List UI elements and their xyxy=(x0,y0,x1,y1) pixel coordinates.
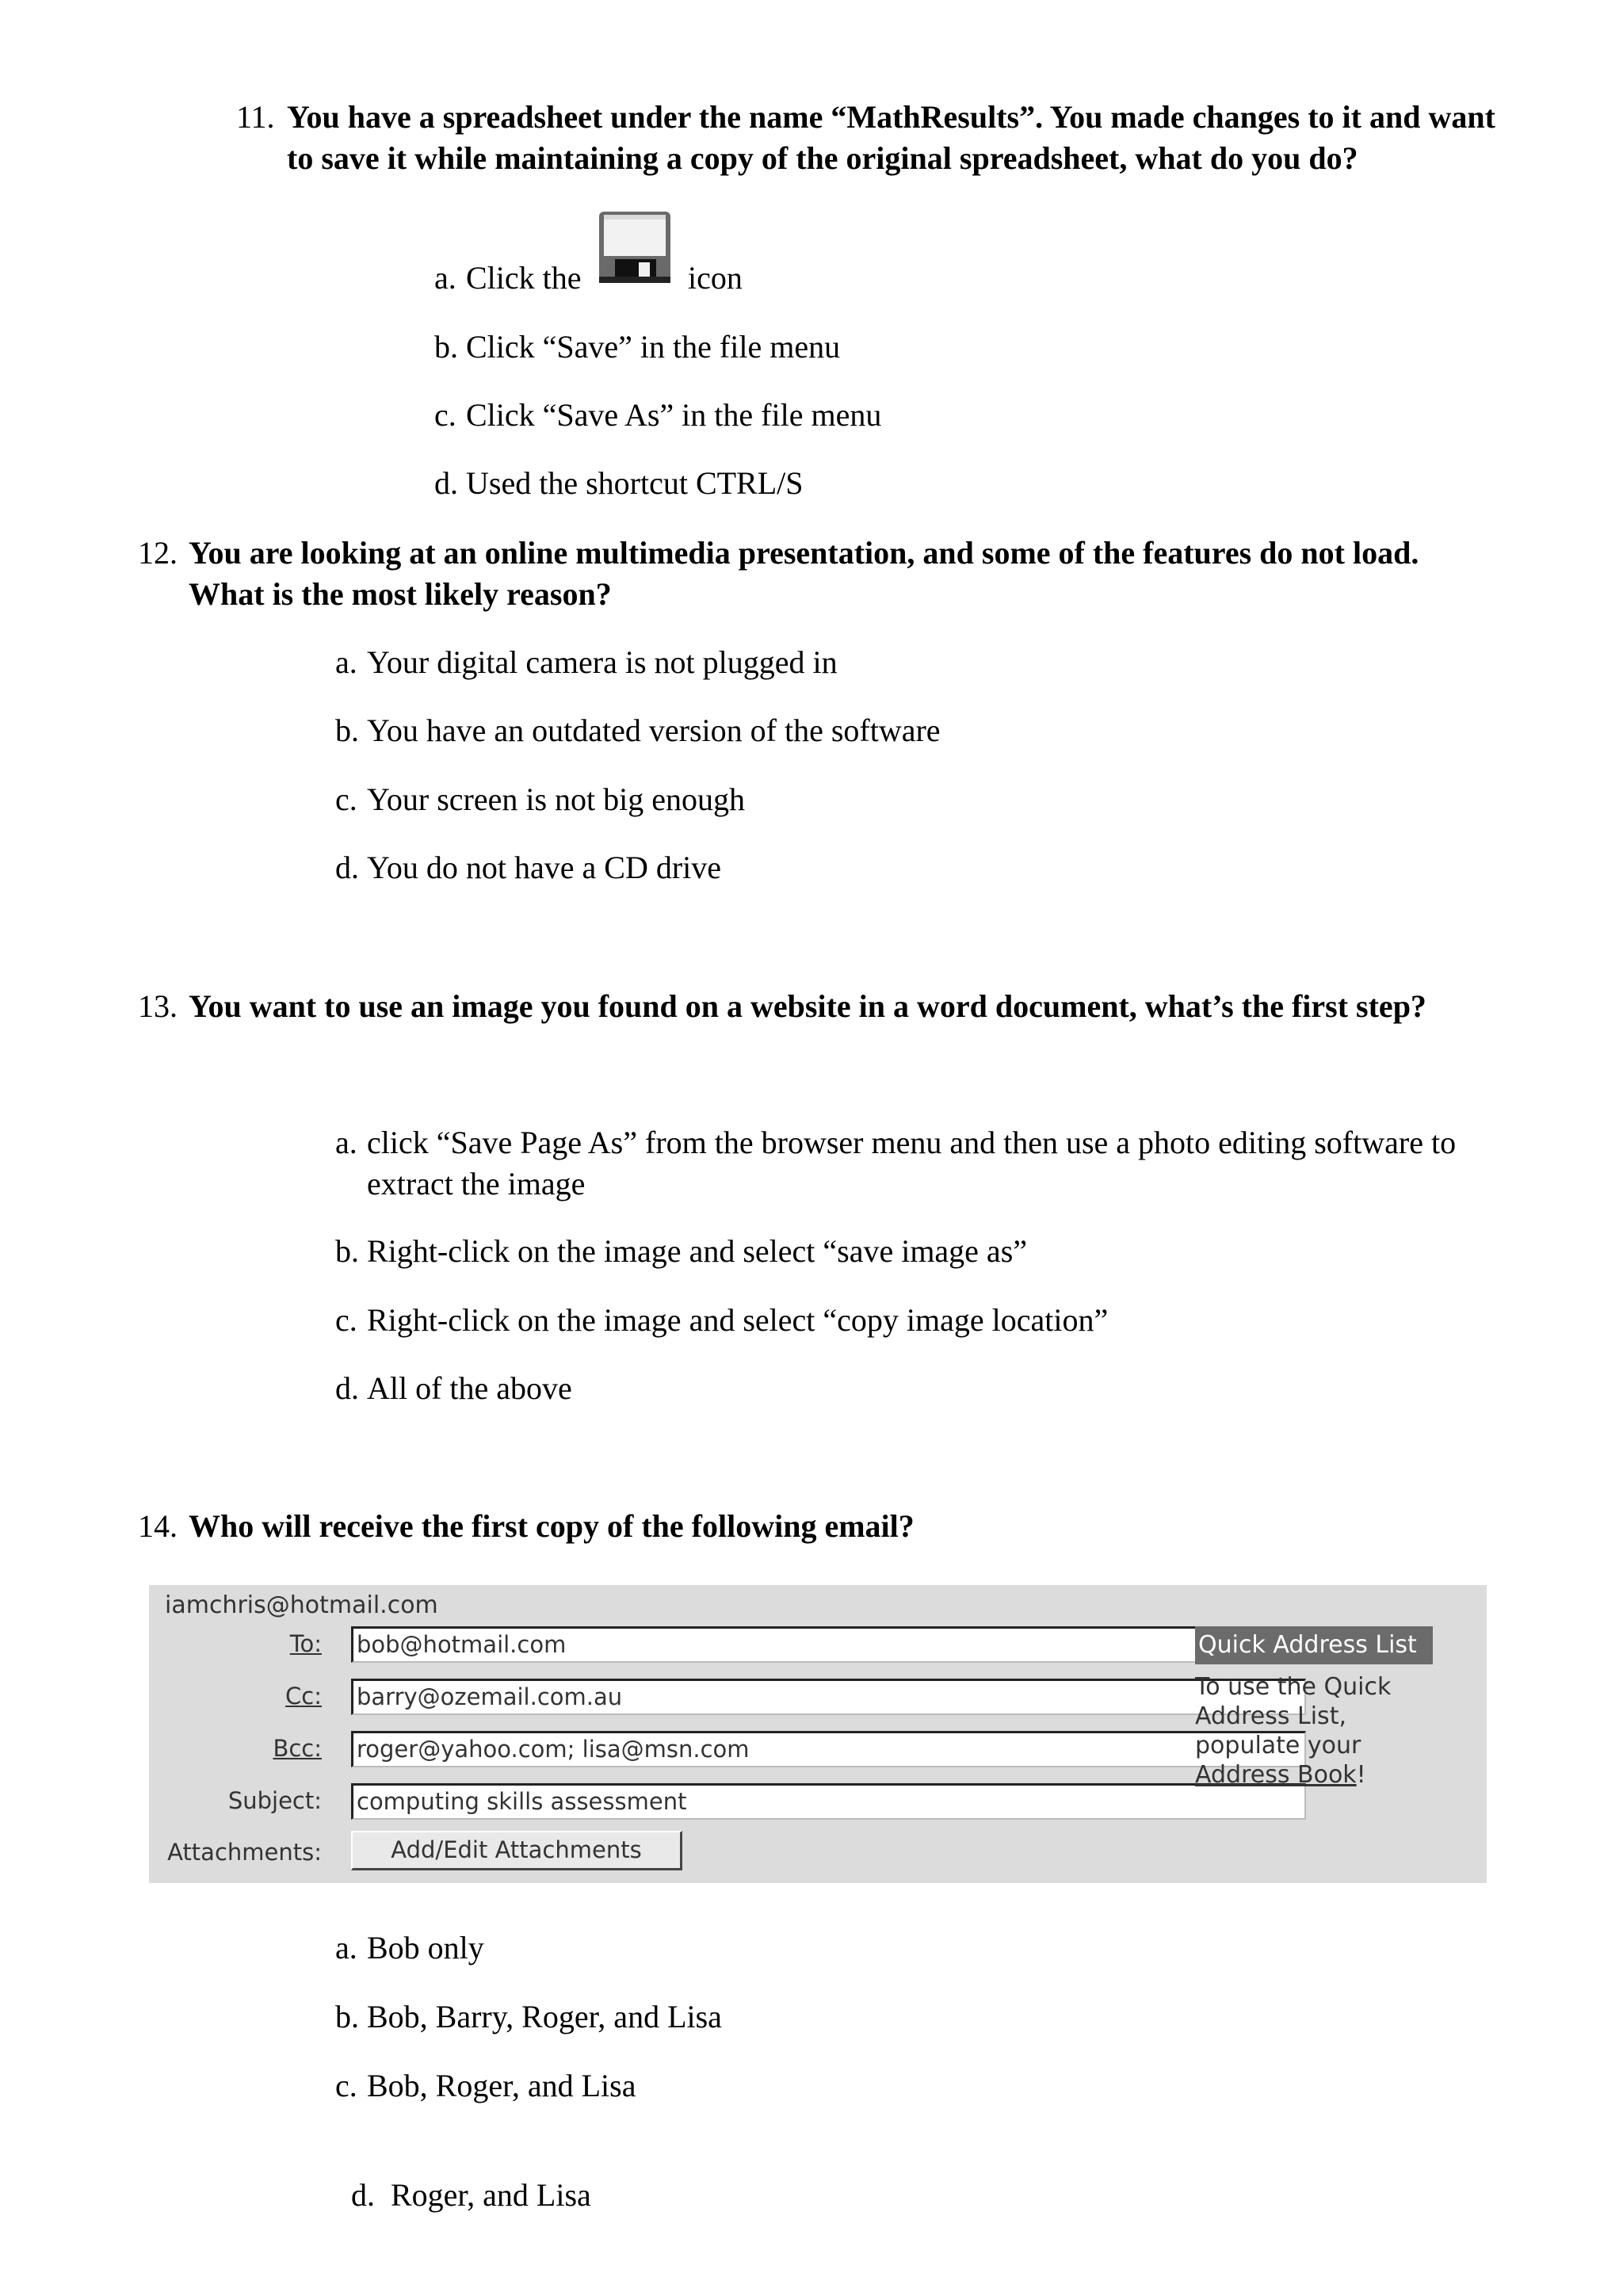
bcc-field[interactable]: roger@yahoo.com; lisa@msn.com xyxy=(351,1731,1306,1767)
subject-field[interactable]: computing skills assessment xyxy=(351,1783,1306,1820)
add-edit-attachments-button[interactable]: Add/Edit Attachments xyxy=(351,1831,682,1870)
question-number: 11. xyxy=(236,99,275,135)
option-12a: a. Your digital camera is not plugged in xyxy=(335,644,838,680)
question-12 xyxy=(138,533,1501,615)
option-14a: a. Bob only xyxy=(335,1930,484,1966)
option-11b: b. Click “Save” in the file menu xyxy=(434,329,841,365)
question-13 xyxy=(138,986,1533,1027)
option-14d: d. Roger, and Lisa xyxy=(351,2177,591,2213)
option-11a: a. Click the xyxy=(434,260,582,296)
email-compose-screenshot xyxy=(149,1585,1487,1883)
option-13c: c. Right-click on the image and select “copy image location” xyxy=(335,1302,1109,1338)
from-address: iamchris@hotmail.com xyxy=(165,1591,438,1619)
quick-address-list-header: Quick Address List xyxy=(1195,1626,1433,1664)
option-11a-suffix: icon xyxy=(688,260,743,296)
cc-field[interactable]: barry@ozemail.com.au xyxy=(351,1679,1306,1715)
bcc-label: Bcc: xyxy=(273,1735,322,1762)
question-text: You want to use an image you found on a website in a word document, what’s the first step? xyxy=(189,988,1426,1024)
option-11c: c. Click “Save As” in the file menu xyxy=(434,397,882,433)
question-number: 13. xyxy=(138,988,178,1024)
question-11 xyxy=(236,97,1504,179)
address-book-link[interactable]: Address Book xyxy=(1195,1761,1357,1789)
question-number: 12. xyxy=(138,535,178,571)
option-13a: a. click “Save Page As” from the browser menu and then use a photo editing software to extract the image xyxy=(335,1125,1457,1201)
to-field[interactable]: bob@hotmail.com xyxy=(351,1626,1306,1663)
option-11d: d. Used the shortcut CTRL/S xyxy=(434,465,804,501)
question-14 xyxy=(138,1506,1485,1547)
option-12c: c. Your screen is not big enough xyxy=(335,781,746,817)
option-12d: d. You do not have a CD drive xyxy=(335,850,722,885)
option-14b: b. Bob, Barry, Roger, and Lisa xyxy=(335,1999,722,2034)
question-text: Who will receive the first copy of the following email? xyxy=(189,1508,915,1544)
subject-label: Subject: xyxy=(227,1787,322,1814)
cc-label: Cc: xyxy=(285,1683,322,1710)
question-number: 14. xyxy=(138,1508,178,1544)
option-12b: b. You have an outdated version of the software xyxy=(335,712,941,748)
option-14c: c. Bob, Roger, and Lisa xyxy=(335,2068,636,2103)
option-13b: b. Right-click on the image and select “save image as” xyxy=(335,1233,1028,1269)
attachments-label: Attachments: xyxy=(167,1839,322,1866)
question-text: You are looking at an online multimedia presentation, and some of the features do not load. What is the most likely reason? xyxy=(189,535,1419,612)
quick-address-list-text: To use the Quick Address List, populate your Address Book! xyxy=(1195,1673,1392,1789)
question-text: You have a spreadsheet under the name “MathResults”. You made changes to it and want to save it while maintaining a copy of the original spreadsheet, what do you do? xyxy=(287,99,1495,176)
option-13d: d. All of the above xyxy=(335,1370,572,1406)
to-label: To: xyxy=(289,1630,322,1657)
floppy-disk-icon xyxy=(596,208,674,286)
